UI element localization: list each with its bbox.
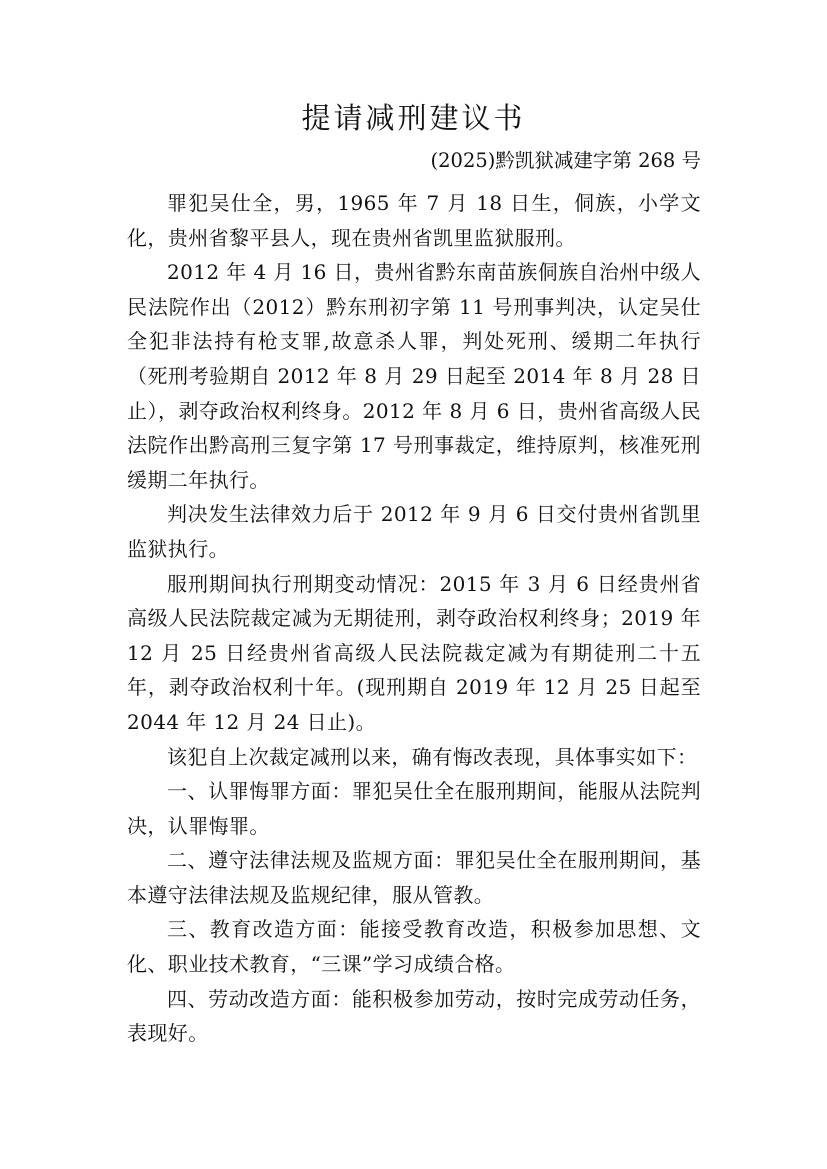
document-title: 提请减刑建议书 bbox=[301, 101, 526, 135]
document-body bbox=[127, 186, 701, 1051]
paragraph-law-compliance: 二、遵守法律法规及监规方面：罪犯吴仕全在服刑期间，基本遵守法律法规及监规纪律，服从管教。 bbox=[127, 848, 701, 907]
paragraph-repentance-intro: 该犯自上次裁定减刑以来，确有悔改表现，具体事实如下： bbox=[167, 744, 698, 769]
paragraph-execution-delivery: 判决发生法律效力后于 2012 年 9 月 6 日交付贵州省凯里监狱执行。 bbox=[127, 502, 701, 561]
paragraph-education-reform: 三、教育改造方面：能接受教育改造，积极参加思想、文化、职业技术教育，“三课”学习成绩合格。 bbox=[127, 917, 701, 977]
paragraph-labor-reform: 四、劳动改造方面：能积极参加劳动，按时完成劳动任务，表现好。 bbox=[127, 986, 701, 1046]
paragraph-original-judgment: 2012 年 4 月 16 日，贵州省黔东南苗族侗族自治州中级人民法院作出（2012）黔东刑初字第 11 号刑事判决，认定吴仕全犯非法持有枪支罪,故意杀人罪，判处死刑、缓期二年执行（死刑考验期自 2012 年 8 月 29 日起至 2014 年 8 月 28 日止），剥夺政治权利终身。2012 年 8 月 6 日，贵州省高级人民法院作出黔高刑三复字第 17 号刑事裁定，维持原判，核准死刑缓期二年执行。 bbox=[127, 260, 701, 492]
paragraph-admission-of-guilt: 一、认罪悔罪方面：罪犯吴仕全在服刑期间，能服从法院判决，认罪悔罪。 bbox=[127, 779, 701, 838]
document-number: (2025)黔凯狱减建字第 268 号 bbox=[430, 149, 701, 172]
paragraph-criminal-info: 罪犯吴仕全，男，1965 年 7 月 18 日生，侗族，小学文化，贵州省黎平县人，现在贵州省凯里监狱服刑。 bbox=[127, 191, 701, 250]
paragraph-sentence-changes: 服刑期间执行刑期变动情况：2015 年 3 月 6 日经贵州省高级人民法院裁定减为无期徒刑，剥夺政治权利终身；2019 年 12 月 25 日经贵州省高级人民法院裁定减为有期徒刑二十五年，剥夺政治权利十年。(现刑期自 2019 年 12 月 25 日起至 2044 年 12 月 24 日止)。 bbox=[127, 571, 701, 734]
